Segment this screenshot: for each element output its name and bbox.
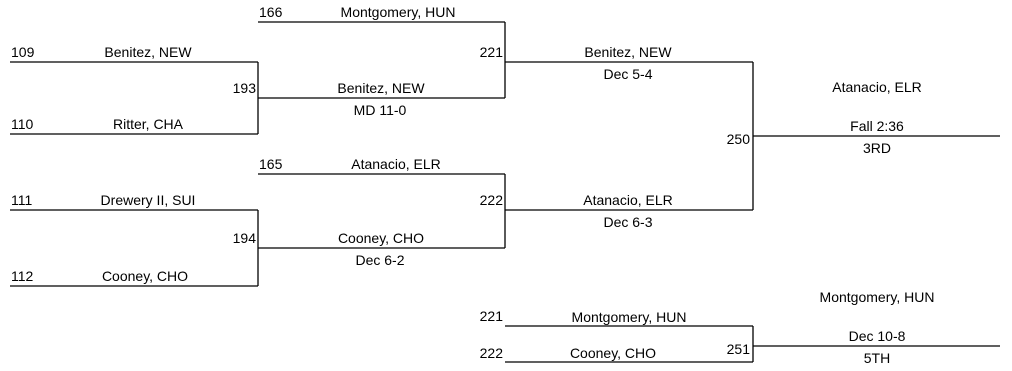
line-number: 112	[11, 268, 34, 284]
bout-winner: Montgomery, HUN	[819, 289, 935, 305]
bout-winner: Cooney, CHO	[337, 230, 425, 246]
bout-number: 193	[232, 80, 256, 96]
wrestler-name: Montgomery, HUN	[571, 309, 687, 325]
wrestler-name: Drewery II, SUI	[100, 192, 196, 208]
line-number: 165	[259, 156, 283, 172]
bout-194	[233, 230, 425, 268]
bout-result: MD 11-0	[353, 102, 407, 118]
bout-number: 221	[479, 44, 503, 60]
bout-193	[233, 80, 426, 118]
wrestler-name: Cooney, CHO	[569, 345, 657, 361]
line-number: 109	[11, 44, 35, 60]
entrant-166	[259, 4, 455, 20]
bout-number: 250	[726, 131, 750, 147]
line-number: 221	[479, 308, 503, 324]
bout-222	[480, 192, 673, 230]
entrant-112	[11, 268, 188, 284]
wrestler-name: Benitez, NEW	[104, 44, 192, 60]
fifth-bottom-entrant	[480, 345, 657, 361]
line-number: 110	[11, 116, 34, 132]
line-number: 111	[11, 192, 33, 208]
entrant-109	[11, 44, 192, 60]
bout-winner: Atanacio, ELR	[583, 192, 673, 208]
bout-result: Dec 5-4	[603, 66, 653, 82]
bout-result: Dec 10-8	[848, 328, 906, 344]
bout-winner: Atanacio, ELR	[832, 79, 922, 95]
bout-number: 222	[479, 192, 503, 208]
bout-winner: Benitez, NEW	[584, 44, 672, 60]
bout-result: Fall 2:36	[850, 118, 904, 134]
bout-winner: Benitez, NEW	[337, 80, 425, 96]
bout-number: 194	[232, 230, 256, 246]
bout-number: 251	[726, 341, 750, 357]
line-number: 222	[479, 345, 503, 361]
fifth-top-entrant	[480, 308, 687, 325]
entrant-165	[259, 156, 441, 172]
line-number: 166	[259, 4, 283, 20]
bout-251	[727, 289, 935, 366]
bout-250	[727, 79, 922, 156]
wrestler-name: Cooney, CHO	[101, 268, 189, 284]
entrant-110	[11, 116, 184, 132]
place-label: 3RD	[862, 140, 892, 156]
wrestler-name: Atanacio, ELR	[351, 156, 441, 172]
entrant-111	[11, 192, 195, 208]
bout-result: Dec 6-2	[355, 252, 405, 268]
wrestler-name: Montgomery, HUN	[340, 4, 456, 20]
bout-result: Dec 6-3	[603, 214, 653, 230]
bout-221	[480, 44, 673, 82]
place-label: 5TH	[863, 350, 891, 366]
wrestler-name: Ritter, CHA	[112, 116, 184, 132]
